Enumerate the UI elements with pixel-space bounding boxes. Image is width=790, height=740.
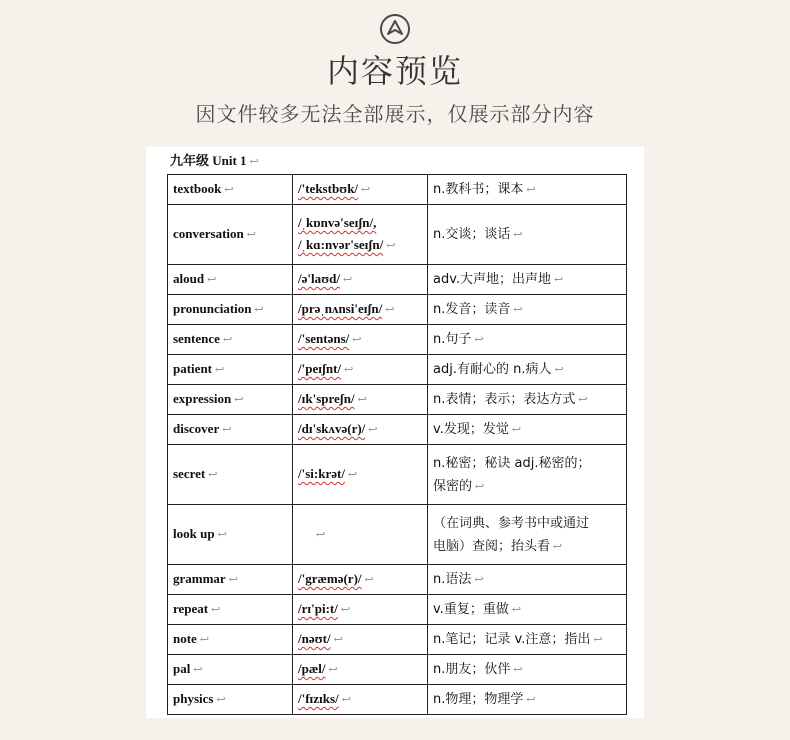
table-row — [168, 415, 627, 445]
phonetic-cell: /'peɪʃnt/ ↩ — [293, 355, 428, 385]
phonetic-cell: /ɪk'spreʃn/ ↩ — [293, 385, 428, 415]
paragraph-mark: ↩ — [328, 664, 338, 676]
vocabulary-table — [167, 174, 627, 715]
phonetic-cell: /'tekstbʊk/ ↩ — [293, 175, 428, 205]
paragraph-mark: ↩ — [217, 529, 227, 541]
word-cell: conversation ↩ — [168, 205, 293, 265]
paragraph-mark: ↩ — [386, 240, 396, 252]
phonetic-cell: /'sentəns/ ↩ — [293, 325, 428, 355]
paragraph-mark: ↩ — [344, 364, 354, 376]
table-row — [168, 505, 627, 565]
phonetic-cell: /'si:krət/ ↩ — [293, 445, 428, 505]
paragraph-mark: ↩ — [474, 574, 484, 586]
phonetic-cell: /pæl/ ↩ — [293, 655, 428, 685]
word-cell: expression ↩ — [168, 385, 293, 415]
preview-header — [0, 0, 790, 150]
paragraph-mark: ↩ — [254, 304, 264, 316]
paragraph-mark: ↩ — [333, 634, 343, 646]
document-preview — [146, 147, 644, 718]
phonetic-cell: /'fɪzɪks/ ↩ — [293, 685, 428, 715]
phonetic-cell: /ˌkɒnvə'seɪʃn/, /ˌkɑ:nvər'seɪʃn/ ↩ — [293, 205, 428, 265]
paragraph-mark: ↩ — [511, 604, 522, 616]
meaning-cell: v.重复；重做 ↩ — [428, 595, 627, 625]
paragraph-mark: ↩ — [352, 334, 362, 346]
phonetic-cell: /prəˌnʌnsi'eɪʃn/ ↩ — [293, 295, 428, 325]
table-row — [168, 385, 627, 415]
paragraph-mark: ↩ — [475, 480, 485, 493]
paragraph-mark: ↩ — [341, 694, 351, 706]
paragraph-mark: ↩ — [208, 469, 218, 481]
paragraph-mark: ↩ — [347, 469, 358, 481]
paragraph-mark: ↩ — [228, 574, 238, 586]
word-cell: aloud ↩ — [168, 265, 293, 295]
meaning-cell: n.笔记；记录 v.注意；指出 ↩ — [428, 625, 627, 655]
paragraph-mark: ↩ — [511, 424, 522, 436]
page-subtitle: 因文件较多无法全部展示，仅展示部分内容 — [195, 102, 595, 126]
table-row — [168, 265, 627, 295]
paragraph-mark: ↩ — [474, 334, 484, 346]
meaning-cell: n.语法 ↩ — [428, 565, 627, 595]
meaning-cell: n.表情；表示；表达方式 ↩ — [428, 385, 627, 415]
table-row — [168, 445, 627, 505]
up-arrow-circle-icon — [380, 14, 410, 44]
word-cell: pal ↩ — [168, 655, 293, 685]
paragraph-mark: ↩ — [368, 424, 378, 436]
table-row — [168, 325, 627, 355]
phonetic-cell: /rɪ'pi:t/ ↩ — [293, 595, 428, 625]
paragraph-mark: ↩ — [526, 694, 536, 706]
word-cell: patient ↩ — [168, 355, 293, 385]
meaning-cell: v.发现；发觉 ↩ — [428, 415, 627, 445]
paragraph-mark: ↩ — [249, 156, 259, 168]
meaning-cell: n.物理；物理学 ↩ — [428, 685, 627, 715]
paragraph-mark: ↩ — [553, 540, 563, 553]
word-cell: look up ↩ — [168, 505, 293, 565]
page-title: 内容预览 — [326, 52, 463, 90]
table-row — [168, 205, 627, 265]
phonetic-cell: /'græmə(r)/ ↩ — [293, 565, 428, 595]
word-cell: note ↩ — [168, 625, 293, 655]
paragraph-mark: ↩ — [207, 274, 217, 286]
paragraph-mark: ↩ — [513, 664, 523, 676]
paragraph-mark: ↩ — [222, 424, 232, 436]
word-cell: grammar ↩ — [168, 565, 293, 595]
paragraph-mark: ↩ — [216, 694, 226, 706]
paragraph-mark: ↩ — [211, 604, 221, 616]
phonetic-cell: /nəʊt/ ↩ — [293, 625, 428, 655]
paragraph-mark: ↩ — [340, 604, 351, 616]
table-row — [168, 295, 627, 325]
paragraph-mark: ↩ — [215, 364, 225, 376]
phonetic-cell — [293, 505, 428, 565]
paragraph-mark: ↩ — [234, 394, 244, 406]
meaning-cell: adv.大声地；出声地 ↩ — [428, 265, 627, 295]
paragraph-mark: ↩ — [222, 334, 233, 346]
paragraph-mark: ↩ — [342, 274, 353, 286]
paragraph-mark: ↩ — [316, 529, 326, 541]
word-cell: secret ↩ — [168, 445, 293, 505]
meaning-cell: n.发音；读音 ↩ — [428, 295, 627, 325]
table-row — [168, 355, 627, 385]
meaning-cell: n.教科书；课本 ↩ — [428, 175, 627, 205]
table-row — [168, 685, 627, 715]
paragraph-mark: ↩ — [593, 634, 603, 646]
meaning-cell: n.朋友；伙伴 ↩ — [428, 655, 627, 685]
paragraph-mark: ↩ — [385, 304, 395, 316]
word-cell: physics ↩ — [168, 685, 293, 715]
paragraph-mark: ↩ — [554, 274, 564, 286]
table-row — [168, 175, 627, 205]
word-cell: textbook ↩ — [168, 175, 293, 205]
paragraph-mark: ↩ — [357, 394, 367, 406]
table-row — [168, 565, 627, 595]
paragraph-mark: ↩ — [513, 229, 523, 241]
table-row — [168, 595, 627, 625]
paragraph-mark: ↩ — [246, 229, 256, 241]
word-cell: sentence ↩ — [168, 325, 293, 355]
phonetic-cell: /ə'laʊd/ ↩ — [293, 265, 428, 295]
paragraph-mark: ↩ — [199, 634, 210, 646]
table-row — [168, 655, 627, 685]
paragraph-mark: ↩ — [361, 184, 371, 196]
paragraph-mark: ↩ — [224, 184, 234, 196]
doc-heading: 九年级 Unit 1 ↩ — [170, 153, 259, 168]
meaning-cell: n.秘密；秘诀 adj.秘密的； 保密的 ↩ — [428, 445, 627, 505]
paragraph-mark: ↩ — [554, 364, 564, 376]
word-cell: discover ↩ — [168, 415, 293, 445]
paragraph-mark: ↩ — [193, 664, 203, 676]
meaning-cell: （在词典、参考书中或通过 电脑）查阅；抬头看 ↩ — [428, 505, 627, 565]
meaning-cell: n.交谈；谈话 ↩ — [428, 205, 627, 265]
table-row — [168, 625, 627, 655]
word-cell: pronunciation ↩ — [168, 295, 293, 325]
paragraph-mark: ↩ — [364, 574, 374, 586]
meaning-cell: n.句子 ↩ — [428, 325, 627, 355]
word-cell: repeat ↩ — [168, 595, 293, 625]
phonetic-cell: /dɪ'skʌvə(r)/ ↩ — [293, 415, 428, 445]
paragraph-mark: ↩ — [526, 184, 536, 196]
meaning-cell: adj.有耐心的 n.病人 ↩ — [428, 355, 627, 385]
paragraph-mark: ↩ — [513, 304, 523, 316]
paragraph-mark: ↩ — [578, 394, 588, 406]
